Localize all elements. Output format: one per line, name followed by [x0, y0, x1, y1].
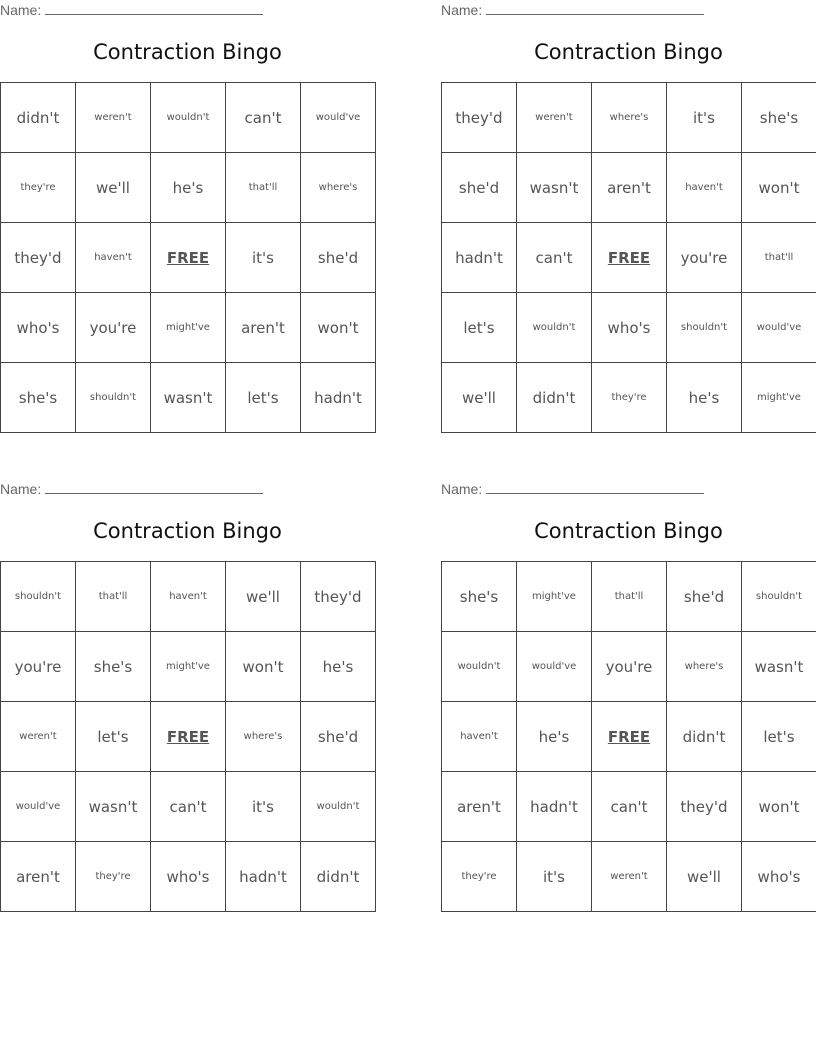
bingo-cell[interactable]: who's — [592, 293, 667, 363]
name-blank-line[interactable] — [45, 481, 263, 494]
bingo-row — [442, 153, 816, 223]
bingo-cell[interactable]: let's — [226, 363, 301, 433]
bingo-cell[interactable]: haven't — [76, 223, 151, 293]
bingo-cell[interactable]: she'd — [301, 223, 376, 293]
name-blank-line[interactable] — [45, 2, 263, 15]
free-space[interactable]: FREE — [151, 702, 226, 772]
bingo-cell[interactable]: she'd — [301, 702, 376, 772]
bingo-cell[interactable]: they're — [442, 842, 517, 912]
bingo-cell[interactable]: aren't — [1, 842, 76, 912]
bingo-card-2 — [441, 0, 816, 440]
bingo-cell[interactable]: hadn't — [226, 842, 301, 912]
bingo-cell[interactable]: might've — [151, 293, 226, 363]
bingo-card-4 — [441, 479, 816, 919]
bingo-cell[interactable]: he's — [517, 702, 592, 772]
bingo-cell[interactable]: weren't — [1, 702, 76, 772]
bingo-cell[interactable]: they're — [76, 842, 151, 912]
bingo-cell[interactable]: where's — [301, 153, 376, 223]
bingo-row — [442, 632, 816, 702]
bingo-cell[interactable]: can't — [592, 772, 667, 842]
name-field[interactable] — [441, 481, 704, 497]
bingo-cell[interactable]: won't — [742, 153, 816, 223]
bingo-card-3 — [0, 479, 375, 919]
bingo-row — [1, 562, 376, 632]
bingo-cell[interactable]: who's — [151, 842, 226, 912]
free-space[interactable]: FREE — [592, 702, 667, 772]
bingo-cell[interactable]: wasn't — [742, 632, 816, 702]
bingo-cell[interactable]: she's — [442, 562, 517, 632]
bingo-grid — [441, 82, 816, 433]
bingo-cell[interactable]: wouldn't — [517, 293, 592, 363]
bingo-cell[interactable]: shouldn't — [742, 562, 816, 632]
bingo-row — [1, 842, 376, 912]
bingo-row — [442, 772, 816, 842]
bingo-cell[interactable]: it's — [226, 223, 301, 293]
bingo-row — [442, 83, 816, 153]
bingo-cell[interactable]: they're — [592, 363, 667, 433]
bingo-cell[interactable]: might've — [151, 632, 226, 702]
bingo-cell[interactable]: weren't — [592, 842, 667, 912]
bingo-cell[interactable]: would've — [517, 632, 592, 702]
bingo-cell[interactable]: you're — [76, 293, 151, 363]
name-blank-line[interactable] — [486, 481, 704, 494]
bingo-cell[interactable]: won't — [226, 632, 301, 702]
bingo-cell[interactable]: haven't — [442, 702, 517, 772]
bingo-cell[interactable]: where's — [592, 83, 667, 153]
bingo-cell[interactable]: haven't — [667, 153, 742, 223]
bingo-cell[interactable]: let's — [76, 702, 151, 772]
bingo-row — [1, 772, 376, 842]
bingo-cell[interactable]: they'd — [301, 562, 376, 632]
bingo-cell[interactable]: shouldn't — [76, 363, 151, 433]
bingo-row — [1, 702, 376, 772]
bingo-cell[interactable]: you're — [592, 632, 667, 702]
bingo-cell[interactable]: shouldn't — [1, 562, 76, 632]
bingo-cell[interactable]: it's — [667, 83, 742, 153]
bingo-cell[interactable]: wouldn't — [442, 632, 517, 702]
bingo-row — [442, 223, 816, 293]
bingo-cell[interactable]: we'll — [442, 363, 517, 433]
bingo-cell[interactable]: that'll — [226, 153, 301, 223]
bingo-cell[interactable]: they'd — [1, 223, 76, 293]
bingo-cell[interactable]: might've — [517, 562, 592, 632]
bingo-cell[interactable]: it's — [517, 842, 592, 912]
bingo-cell[interactable]: she's — [742, 83, 816, 153]
card-title: Contraction Bingo — [534, 519, 723, 543]
bingo-cell[interactable]: weren't — [517, 83, 592, 153]
bingo-cell[interactable]: can't — [226, 83, 301, 153]
name-label: Name: — [441, 2, 483, 18]
bingo-card-1 — [0, 0, 375, 440]
bingo-row — [1, 83, 376, 153]
bingo-cell[interactable]: she'd — [667, 562, 742, 632]
bingo-row — [442, 702, 816, 772]
bingo-cell[interactable]: wouldn't — [301, 772, 376, 842]
bingo-cell[interactable]: she'd — [442, 153, 517, 223]
bingo-cell[interactable]: you're — [1, 632, 76, 702]
bingo-cell[interactable]: they're — [1, 153, 76, 223]
bingo-cell[interactable]: he's — [667, 363, 742, 433]
bingo-cell[interactable]: didn't — [301, 842, 376, 912]
bingo-cell[interactable]: won't — [742, 772, 816, 842]
bingo-row — [1, 293, 376, 363]
bingo-cell[interactable]: aren't — [226, 293, 301, 363]
name-label: Name: — [0, 481, 42, 497]
bingo-cell[interactable]: let's — [442, 293, 517, 363]
card-title: Contraction Bingo — [93, 40, 282, 64]
free-space[interactable]: FREE — [151, 223, 226, 293]
bingo-cell[interactable]: hadn't — [517, 772, 592, 842]
bingo-cell[interactable]: might've — [742, 363, 816, 433]
bingo-grid — [441, 561, 816, 912]
bingo-row — [442, 363, 816, 433]
bingo-cell[interactable]: would've — [301, 83, 376, 153]
bingo-cell[interactable]: let's — [742, 702, 816, 772]
name-field[interactable] — [0, 2, 263, 18]
bingo-cell[interactable]: would've — [742, 293, 816, 363]
bingo-cell[interactable]: it's — [226, 772, 301, 842]
bingo-cell[interactable]: weren't — [76, 83, 151, 153]
bingo-cell[interactable]: we'll — [667, 842, 742, 912]
bingo-cell[interactable]: they'd — [667, 772, 742, 842]
bingo-cell[interactable]: he's — [151, 153, 226, 223]
bingo-cell[interactable]: they'd — [442, 83, 517, 153]
bingo-cell[interactable]: we'll — [76, 153, 151, 223]
bingo-row — [442, 562, 816, 632]
bingo-row — [442, 293, 816, 363]
bingo-cell[interactable]: can't — [151, 772, 226, 842]
bingo-cell[interactable]: who's — [1, 293, 76, 363]
bingo-cell[interactable]: that'll — [76, 562, 151, 632]
bingo-row — [1, 632, 376, 702]
bingo-cell[interactable]: where's — [667, 632, 742, 702]
bingo-cell[interactable]: you're — [667, 223, 742, 293]
bingo-cell[interactable]: wouldn't — [151, 83, 226, 153]
bingo-cell[interactable]: wasn't — [517, 153, 592, 223]
bingo-cell[interactable]: we'll — [226, 562, 301, 632]
bingo-cell[interactable]: she's — [76, 632, 151, 702]
card-title: Contraction Bingo — [93, 519, 282, 543]
bingo-cell[interactable]: haven't — [151, 562, 226, 632]
bingo-cell[interactable]: where's — [226, 702, 301, 772]
bingo-cell[interactable]: didn't — [1, 83, 76, 153]
bingo-cell[interactable]: who's — [742, 842, 816, 912]
bingo-row — [1, 223, 376, 293]
bingo-cell[interactable]: that'll — [742, 223, 816, 293]
card-title: Contraction Bingo — [534, 40, 723, 64]
bingo-cell[interactable]: didn't — [667, 702, 742, 772]
free-space[interactable]: FREE — [592, 223, 667, 293]
bingo-cell[interactable]: didn't — [517, 363, 592, 433]
bingo-cell[interactable]: she's — [1, 363, 76, 433]
bingo-cell[interactable]: can't — [517, 223, 592, 293]
name-blank-line[interactable] — [486, 2, 704, 15]
bingo-grid — [0, 82, 376, 433]
bingo-grid — [0, 561, 376, 912]
bingo-row — [1, 363, 376, 433]
bingo-cell[interactable]: hadn't — [442, 223, 517, 293]
bingo-cell[interactable]: he's — [301, 632, 376, 702]
bingo-cell[interactable]: wasn't — [151, 363, 226, 433]
bingo-cell[interactable]: hadn't — [301, 363, 376, 433]
bingo-row — [442, 842, 816, 912]
name-label: Name: — [0, 2, 42, 18]
name-field[interactable] — [441, 2, 704, 18]
bingo-cell[interactable]: that'll — [592, 562, 667, 632]
bingo-cell[interactable]: shouldn't — [667, 293, 742, 363]
bingo-cell[interactable]: wasn't — [76, 772, 151, 842]
bingo-cell[interactable]: aren't — [442, 772, 517, 842]
name-label: Name: — [441, 481, 483, 497]
bingo-cell[interactable]: aren't — [592, 153, 667, 223]
name-field[interactable] — [0, 481, 263, 497]
bingo-cell[interactable]: would've — [1, 772, 76, 842]
bingo-cell[interactable]: won't — [301, 293, 376, 363]
bingo-row — [1, 153, 376, 223]
